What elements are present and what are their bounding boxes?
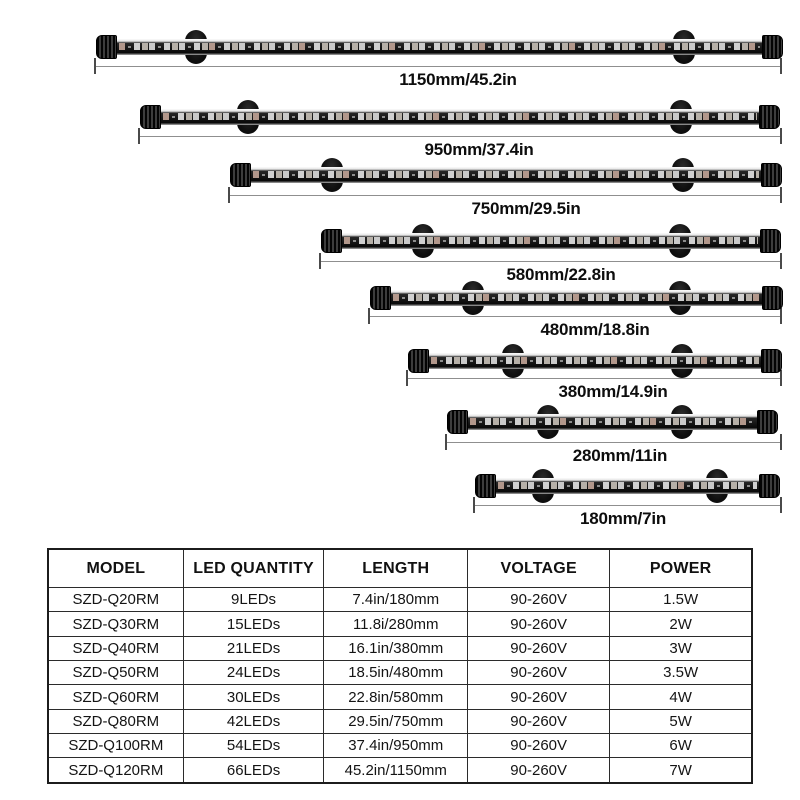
end-cap-right: [757, 410, 778, 434]
table-cell: 90-260V: [468, 612, 610, 636]
table-cell: 90-260V: [468, 661, 610, 685]
dimension-tick-left: [368, 308, 370, 324]
led-strip-solder-pads: [253, 174, 759, 176]
table-cell: 15LEDs: [183, 612, 324, 636]
table-row: [48, 588, 752, 612]
end-cap-left: [447, 410, 468, 434]
table-cell: 45.2in/1150mm: [324, 758, 468, 783]
table-cell: 21LEDs: [183, 636, 324, 660]
glass-tube: [340, 233, 762, 249]
dimension-tick-right: [780, 253, 782, 269]
end-cap-right: [760, 229, 781, 253]
header-cell: VOLTAGE: [468, 549, 610, 588]
table-cell: 54LEDs: [183, 734, 324, 758]
table-cell: SZD-Q100RM: [48, 734, 183, 758]
table-cell: 3.5W: [610, 661, 752, 685]
dimension-line-rule: [228, 195, 782, 196]
table-row: [48, 636, 752, 660]
table-cell: 90-260V: [468, 636, 610, 660]
dimension-line-rule: [138, 136, 782, 137]
glass-tube: [249, 167, 763, 183]
dimension-label: 950mm/37.4in: [424, 140, 534, 159]
end-cap-left: [96, 35, 117, 59]
dimension-tick-right: [780, 370, 782, 386]
table-row: [48, 612, 752, 636]
table-cell: SZD-Q40RM: [48, 636, 183, 660]
table-row: [48, 734, 752, 758]
table-cell: 1.5W: [610, 588, 752, 612]
table-row: [48, 758, 752, 783]
glass-tube: [466, 414, 759, 430]
table-cell: 90-260V: [468, 685, 610, 709]
header-cell: LED QUANTITY: [183, 549, 324, 588]
dimension-line-rule: [406, 378, 782, 379]
led-strip-solder-pads: [344, 240, 758, 242]
end-cap-left: [321, 229, 342, 253]
dimension-label: 1150mm/45.2in: [399, 70, 517, 89]
table-cell: 4W: [610, 685, 752, 709]
end-cap-right: [762, 286, 783, 310]
dimension-tick-right: [780, 308, 782, 324]
table-cell: 22.8in/580mm: [324, 685, 468, 709]
glass-tube: [159, 109, 761, 125]
end-cap-left: [230, 163, 251, 187]
led-strip-solder-pads: [163, 116, 757, 118]
table-row: [48, 709, 752, 733]
header-cell: POWER: [610, 549, 752, 588]
header-cell: MODEL: [48, 549, 183, 588]
table-cell: 7.4in/180mm: [324, 588, 468, 612]
end-cap-right: [759, 105, 780, 129]
glass-tube: [427, 353, 763, 369]
glass-tube: [494, 478, 761, 494]
table-cell: 6W: [610, 734, 752, 758]
table-cell: SZD-Q30RM: [48, 612, 183, 636]
table-cell: 90-260V: [468, 709, 610, 733]
end-cap-right: [762, 35, 783, 59]
table-cell: 18.5in/480mm: [324, 661, 468, 685]
table-cell: SZD-Q20RM: [48, 588, 183, 612]
table-cell: 5W: [610, 709, 752, 733]
table-cell: 29.5in/750mm: [324, 709, 468, 733]
dimension-label: 750mm/29.5in: [471, 199, 581, 218]
table-cell: 42LEDs: [183, 709, 324, 733]
table-cell: 16.1in/380mm: [324, 636, 468, 660]
spec-table-body: [48, 588, 752, 784]
glass-tube: [115, 39, 764, 55]
table-cell: SZD-Q120RM: [48, 758, 183, 783]
table-cell: 3W: [610, 636, 752, 660]
end-cap-right: [761, 349, 782, 373]
header-cell: LENGTH: [324, 549, 468, 588]
table-row: [48, 661, 752, 685]
end-cap-right: [761, 163, 782, 187]
dimension-label: 180mm/7in: [579, 509, 667, 528]
led-strip-solder-pads: [470, 421, 755, 423]
table-cell: 24LEDs: [183, 661, 324, 685]
dimension-tick-right: [780, 58, 782, 74]
table-cell: 7W: [610, 758, 752, 783]
dimension-tick-left: [138, 128, 140, 144]
end-cap-right: [759, 474, 780, 498]
table-cell: 37.4in/950mm: [324, 734, 468, 758]
led-strip-solder-pads: [498, 485, 757, 487]
led-strip-solder-pads: [119, 46, 760, 48]
dimension-tick-right: [780, 187, 782, 203]
end-cap-left: [475, 474, 496, 498]
dimension-label: 480mm/18.8in: [540, 320, 650, 339]
table-cell: SZD-Q60RM: [48, 685, 183, 709]
dimension-tick-right: [780, 434, 782, 450]
table-cell: 2W: [610, 612, 752, 636]
table-cell: SZD-Q50RM: [48, 661, 183, 685]
table-header-row: [48, 549, 752, 588]
dimension-tick-left: [473, 497, 475, 513]
table-cell: 11.8i/280mm: [324, 612, 468, 636]
dimension-tick-left: [228, 187, 230, 203]
table-cell: 90-260V: [468, 588, 610, 612]
dimension-tick-right: [780, 497, 782, 513]
dimension-line-rule: [94, 66, 782, 67]
dimension-line-rule: [445, 442, 782, 443]
end-cap-left: [408, 349, 429, 373]
dimension-tick-left: [445, 434, 447, 450]
end-cap-left: [140, 105, 161, 129]
dimension-line-rule: [368, 316, 782, 317]
dimension-line-rule: [473, 505, 782, 506]
table-cell: 66LEDs: [183, 758, 324, 783]
dimension-line-rule: [319, 261, 782, 262]
table-cell: SZD-Q80RM: [48, 709, 183, 733]
dimension-label: 580mm/22.8in: [506, 265, 616, 284]
glass-tube: [389, 290, 764, 306]
dimension-label: 280mm/11in: [572, 446, 668, 465]
table-cell: 90-260V: [468, 734, 610, 758]
dimension-tick-left: [94, 58, 96, 74]
table-row: [48, 685, 752, 709]
end-cap-left: [370, 286, 391, 310]
dimension-label: 380mm/14.9in: [558, 382, 668, 401]
dimension-tick-left: [406, 370, 408, 386]
led-strip-solder-pads: [393, 297, 760, 299]
spec-table-header: [48, 549, 752, 588]
table-cell: 90-260V: [468, 758, 610, 783]
led-strip-solder-pads: [431, 360, 759, 362]
table-cell: 9LEDs: [183, 588, 324, 612]
spec-table: [47, 548, 753, 784]
table-cell: 30LEDs: [183, 685, 324, 709]
dimension-tick-left: [319, 253, 321, 269]
dimension-tick-right: [780, 128, 782, 144]
